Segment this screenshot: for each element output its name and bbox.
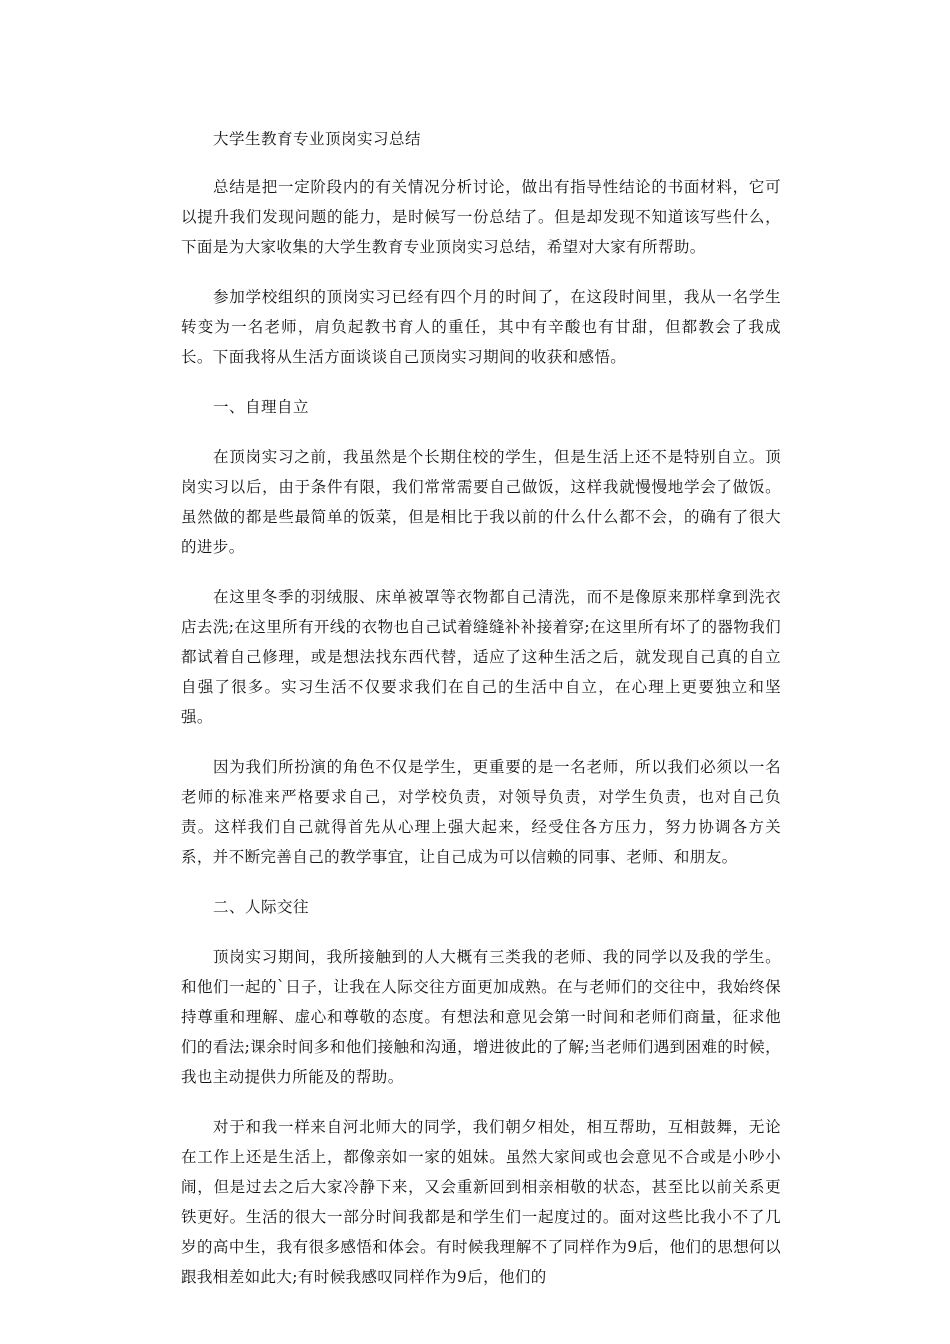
section-heading-self-reliance: 一、自理自立 [213, 398, 310, 416]
intro-paragraph: 总结是把一定阶段内的有关情况分析讨论，做出有指导性结论的书面材料，它可以提升我们发现问题的能力，是时候写一份总结了。但是却发现不知道该写些什么，下面是为大家收集的大学生教育专业顶岗实习总结，希望对大家有所帮助。 [181, 178, 781, 256]
document-page [181, 124, 781, 1312]
body-paragraph: 因为我们所扮演的角色不仅是学生，更重要的是一名老师，所以我们必须以一名老师的标准来严格要求自己，对学校负责，对领导负责，对学生负责，也对自己负责。这样我们自己就得首先从心理上强大起来，经受住各方压力，努力协调各方关系，并不断完善自己的教学事宜，让自己成为可以信赖的同事、老师、和朋友。 [181, 758, 781, 866]
body-paragraph: 在这里冬季的羽绒服、床单被罩等衣物都自己清洗，而不是像原来那样拿到洗衣店去洗;在这里所有开线的衣物也自己试着缝缝补补接着穿;在这里所有坏了的器物我们都试着自己修理，或是想法找东西代替，适应了这种生活之后，就发现自己真的自立自强了很多。实习生活不仅要求我们在自己的生活中自立，在心理上更要独立和坚强。 [181, 588, 781, 726]
body-paragraph: 对于和我一样来自河北师大的同学，我们朝夕相处，相互帮助，互相鼓舞，无论在工作上还是生活上，都像亲如一家的姐妹。虽然大家间或也会意见不合或是小吵小闹，但是过去之后大家冷静下来，又会重新回到相亲相敬的状态，甚至比以前关系更铁更好。生活的很大一部分时间我都是和学生们一起度过的。面对这些比我小不了几岁的高中生，我有很多感悟和体会。有时候我理解不了同样作为9后，他们的思想何以跟我相差如此大;有时候我感叹同样作为9后，他们的 [181, 1118, 781, 1286]
intro-paragraph: 参加学校组织的顶岗实习已经有四个月的时间了，在这段时间里，我从一名学生转变为一名老师，肩负起教书育人的重任，其中有辛酸也有甘甜，但都教会了我成长。下面我将从生活方面谈谈自己顶岗实习期间的收获和感悟。 [181, 288, 781, 366]
document-title: 大学生教育专业顶岗实习总结 [213, 130, 422, 148]
section-heading-interpersonal: 二、人际交往 [213, 898, 310, 916]
body-paragraph: 顶岗实习期间，我所接触到的人大概有三类我的老师、我的同学以及我的学生。和他们一起的`日子，让我在人际交往方面更加成熟。在与老师们的交往中，我始终保持尊重和理解、虚心和尊敬的态度。有想法和意见会第一时间和老师们商量，征求他们的看法;课余时间多和他们接触和沟通，增进彼此的了解;当老师们遇到困难的时候，我也主动提供力所能及的帮助。 [181, 948, 781, 1086]
body-paragraph: 在顶岗实习之前，我虽然是个长期住校的学生，但是生活上还不是特别自立。顶岗实习以后，由于条件有限，我们常常需要自己做饭，这样我就慢慢地学会了做饭。虽然做的都是些最简单的饭菜，但是相比于我以前的什么什么都不会，的确有了很大的进步。 [181, 448, 781, 556]
